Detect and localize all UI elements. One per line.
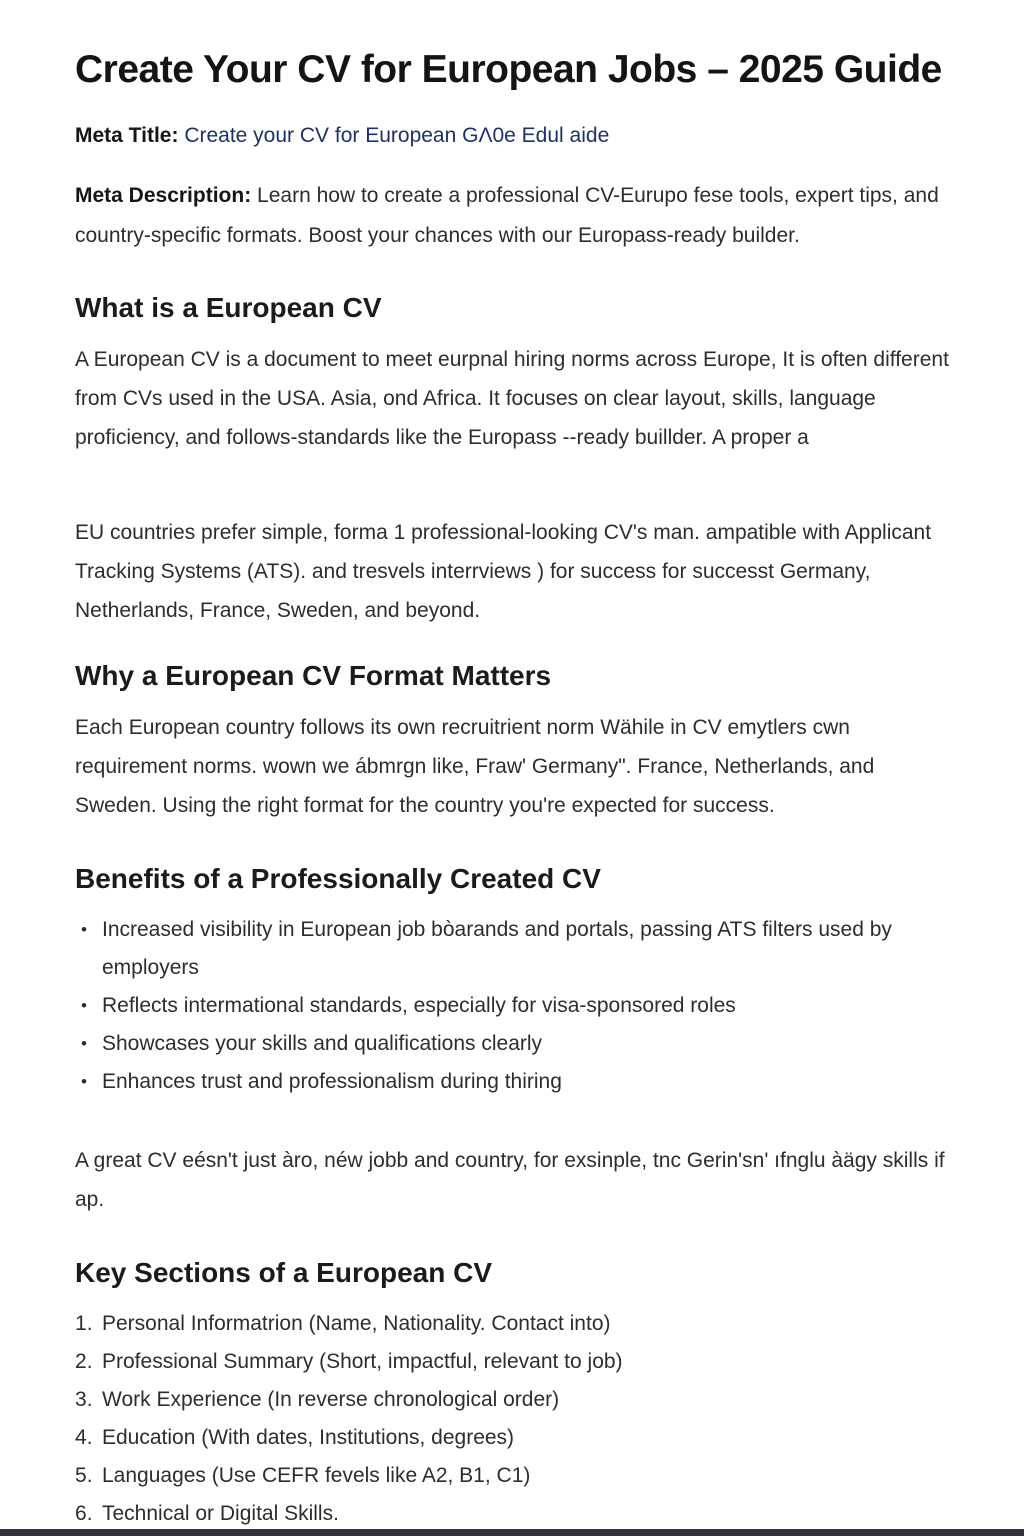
heading-benefits: Benefits of a Professionally Created CV <box>75 863 601 894</box>
what-is-paragraph-2: EU countries prefer simple, forma 1 professional-looking CV's man. ampatible with Applicant Tracking Systems (ATS). and tresvels interrviews ) for success for successt Germany, Netherlands, France, Sweden, and beyond. <box>75 521 932 622</box>
meta-title-link[interactable]: Create your CV for European GΛ0e Edul aide <box>184 124 610 147</box>
heading-why-format-matters: Why a European CV Format Matters <box>75 660 552 691</box>
bottom-bar <box>0 1529 1024 1536</box>
meta-description-label: Meta Description: <box>75 184 252 207</box>
key-section-item: Work Experience (In reverse chronological order) <box>102 1388 560 1411</box>
benefit-item: • Enhances trust and professionalism during thiring <box>75 1063 954 1101</box>
benefit-item: • Increased visibility in European job bòarands and portals, passing ATS filters used by employers <box>75 911 954 987</box>
meta-description-text: Learn how to create a professional CV-Eurupo fese tools, expert tips, and country-specific formats. Boost your chances with our Europass-ready builder. <box>75 184 939 247</box>
benefit-item: • Showcases your skills and qualifications clearly <box>75 1025 954 1063</box>
key-section-item: Personal Informatrion (Name, Nationality. Contact into) <box>102 1312 611 1335</box>
key-section-item: Technical or Digital Skills. <box>102 1502 339 1525</box>
meta-title-line <box>75 122 954 150</box>
key-section-item: Languages (Use CEFR fevels like A2, B1, C1) <box>102 1464 531 1487</box>
meta-title-label: Meta Title: <box>75 124 179 147</box>
heading-what-is-european-cv: What is a European CV <box>75 292 382 323</box>
why-format-paragraph: Each European country follows its own recruitrient norm Wähile in CV emytlers cwn requirement norms. wown we ábmrgn like, Fraw' Germany". France, Netherlands, and Sweden. Using the right format for the country you're expected for success. <box>75 716 875 817</box>
key-section-item: Professional Summary (Short, impactful, relevant to job) <box>102 1350 623 1373</box>
what-is-paragraph-1: A European CV is a document to meet eurpnal hiring norms across Europe, It is often different from CVs used in the USA. Asia, ond Africa. It focuses on clear layout, skills, language proficiency, and follows-standards like the Europass --ready buillder. A proper a <box>75 348 949 449</box>
key-section-item: Education (With dates, Institutions, degrees) <box>102 1426 515 1449</box>
benefit-item: • Reflects intermational standards, especially for visa-sponsored roles <box>75 987 954 1025</box>
heading-key-sections: Key Sections of a European CV <box>75 1257 492 1288</box>
key-sections-list <box>75 1305 954 1533</box>
benefits-list <box>75 911 954 1101</box>
page-title: Create Your CV for European Jobs – 2025 Guide <box>75 48 942 91</box>
great-cv-paragraph: A great CV eésn't just àro, néw jobb and country, for exsinple, tnc Gerin'sn' ıfnglu àägy skills if ap. <box>75 1149 945 1211</box>
meta-description-line <box>75 176 954 256</box>
